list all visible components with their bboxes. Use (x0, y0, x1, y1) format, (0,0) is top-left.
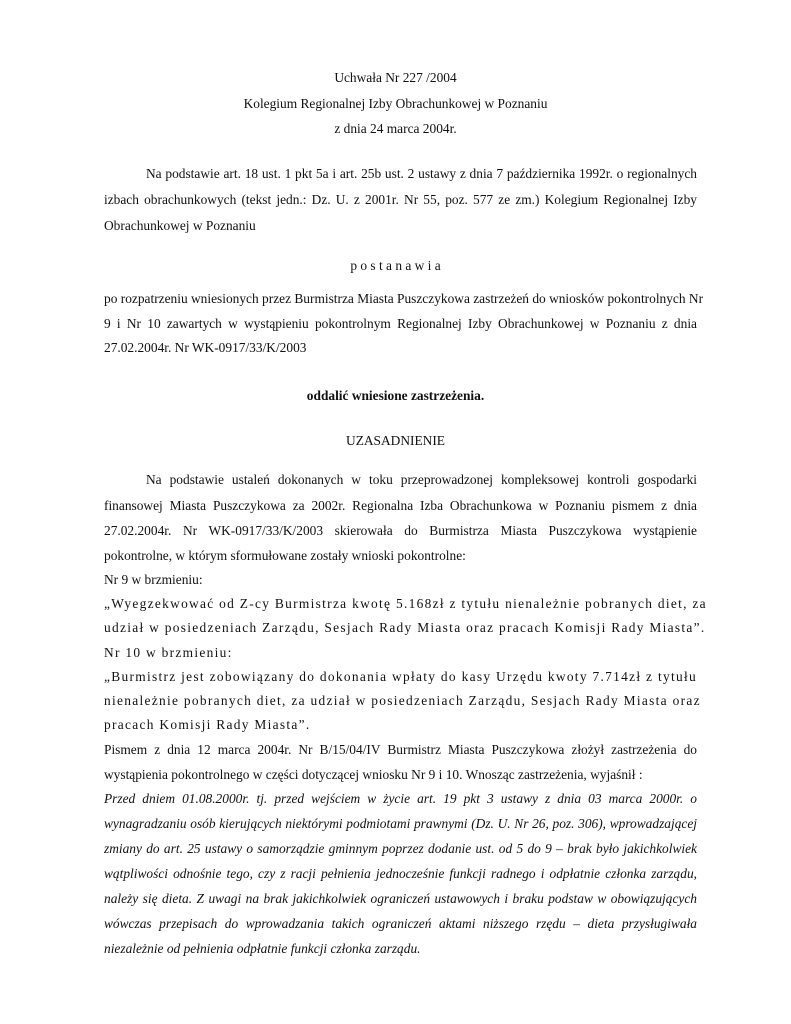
decision-line: 27.02.2004r. Nr WK-0917/33/K/2003 (104, 340, 307, 355)
decision-line: po rozpatrzeniu wniesionych przez Burmistrza Miasta Puszczykowa zastrzeżeń do wniosków pokontrolnych Nr (104, 291, 704, 306)
justification-line: finansowej Miasta Puszczykowa za 2002r. Regionalna Izba Obrachunkowa w Poznaniu pismem z dnia (104, 498, 697, 513)
explanation-quote-line: niezależnie od pełnienia odpłatnie funkcji członka zarządu. (104, 941, 421, 956)
explanation-quote-line: wynagradzaniu osób kierujących niektórymi podmiotami prawnymi (Dz. U. Nr 26, poz. 306), wprowadzającej (104, 816, 697, 831)
decision-heading: p o s t a n a w i a (350, 258, 441, 273)
justification-line: pokontrolne, w którym sformułowane zostały wnioski pokontrolne: (104, 548, 466, 563)
ruling-text: oddalić wniesione zastrzeżenia. (306, 388, 485, 403)
motion-10-text: pracach Komisji Rady Miasta”. (104, 717, 311, 732)
explanation-quote-line: Przed dniem 01.08.2000r. tj. przed wejściem w życie art. 19 pkt 3 ustawy z dnia 03 marca 2000r. o (104, 791, 697, 806)
explanation-quote-line: wątpliwości odnośnie tego, czy z racji pełnienia jednocześnie funkcji radnego i odpłatnie członka zarządu, (104, 866, 697, 881)
explanation-quote-line: należy się dieta. Z uwagi na brak jakichkolwiek ograniczeń ustawowych i braku podstaw w obowiązujących (104, 891, 697, 906)
motion-9-label: Nr 9 w brzmieniu: (104, 572, 203, 587)
resolution-date: z dnia 24 marca 2004r. (334, 121, 457, 136)
motion-9-text: udział w posiedzeniach Zarządu, Sesjach Rady Miasta oraz pracach Komisji Rady Miasta”. (104, 620, 706, 635)
motion-10-label: Nr 10 w brzmieniu: (104, 645, 233, 660)
preamble-line: Obrachunkowej w Poznaniu (104, 218, 256, 233)
justification-line: 27.02.2004r. Nr WK-0917/33/K/2003 skierowała do Burmistrza Miasta Puszczykowa wystąpienie (104, 523, 697, 538)
motion-9-text: „Wyegzekwować od Z-cy Burmistrza kwotę 5.168zł z tytułu nienależnie pobranych diet, za (104, 596, 707, 611)
resolution-title: Uchwała Nr 227 /2004 (334, 70, 457, 85)
explanation-quote-line: wówczas przepisach do wprowadzania takich ograniczeń aktami niższego rzędu – dieta przysługiwała (104, 916, 697, 931)
objection-line: wystąpienia pokontrolnego w części dotyczącej wniosku Nr 9 i 10. Wnosząc zastrzeżenia, wyjaśnił : (104, 767, 643, 782)
motion-10-text: nienależnie pobranych diet, za udział w posiedzeniach Zarządu, Sesjach Rady Miasta oraz (104, 693, 701, 708)
explanation-quote-line: zmiany do art. 25 ustawy o samorządzie gminnym poprzez dodanie ust. od 5 do 9 – brak było jakichkolwiek (104, 841, 697, 856)
justification-heading: UZASADNIENIE (346, 433, 445, 448)
preamble-line: Na podstawie art. 18 ust. 1 pkt 5a i art. 25b ust. 2 ustawy z dnia 7 października 1992r. o regionalnych (146, 166, 697, 181)
preamble-line: izbach obrachunkowych (tekst jedn.: Dz. U. z 2001r. Nr 55, poz. 577 ze zm.) Kolegium Regionalnej Izby (104, 192, 697, 207)
decision-line: 9 i Nr 10 zawartych w wystąpieniu pokontrolnym Regionalnej Izby Obrachunkowej w Poznaniu z dnia (104, 316, 697, 331)
motion-10-text: „Burmistrz jest zobowiązany do dokonania wpłaty do kasy Urzędu kwoty 7.714zł z tytułu (104, 669, 697, 684)
issuing-body: Kolegium Regionalnej Izby Obrachunkowej w Poznaniu (243, 96, 548, 111)
objection-line: Pismem z dnia 12 marca 2004r. Nr B/15/04/IV Burmistrz Miasta Puszczykowa złożył zastrzeżenia do (104, 742, 697, 757)
justification-line: Na podstawie ustaleń dokonanych w toku przeprowadzonej kompleksowej kontroli gospodarki (146, 472, 697, 487)
